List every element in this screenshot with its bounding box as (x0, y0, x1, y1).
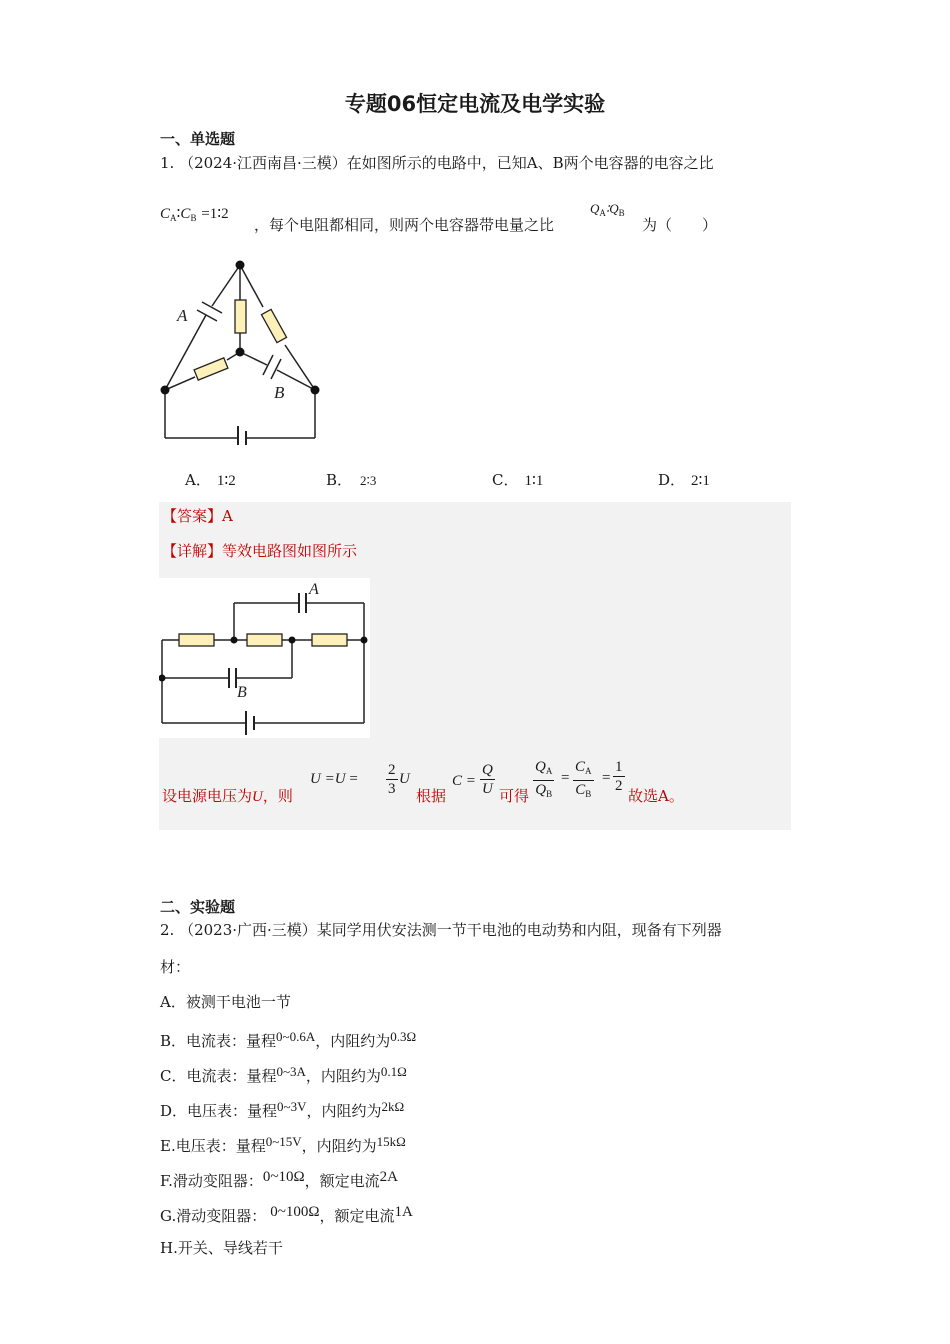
option-b[interactable]: B． 2∶3 (326, 471, 377, 489)
detail-line: 【详解】等效电路图如图所示 (162, 542, 358, 560)
equipment-item-b: B．电流表：量程0~0.6A，内阻约为0.3Ω (160, 1029, 417, 1050)
eq-sign-2: = (602, 770, 611, 786)
equipment-item-c: C．电流表：量程0~3A，内阻约为0.1Ω (160, 1064, 407, 1085)
answer-line: 【答案】A (162, 507, 233, 525)
section-single-choice: 一、单选题 (160, 130, 236, 148)
frac-q-over-u: $\frac{Q}{U}$ (482, 762, 493, 797)
text-get: 可得 (499, 787, 530, 805)
equipment-item-d: D．电压表：量程0~3V，内阻约为2kΩ (160, 1099, 405, 1120)
derivation-text-1: 设电源电压为U，则 (162, 787, 293, 805)
equipment-item-e: E.电压表：量程0~15V，内阻约为15kΩ (160, 1134, 406, 1155)
q2-stem-line1: 2. （2023·广西·三模）某同学用伏安法测一节干电池的电动势和内阻，现备有下列器 (160, 921, 722, 939)
fig2-label-b: B (237, 684, 247, 701)
eq1-tail: U (399, 771, 410, 787)
page-title: 专题06恒定电流及电学实验 (344, 92, 606, 116)
q1-stem-mid: ，每个电阻都相同，则两个电容器带电量之比 (254, 216, 555, 234)
frac-two-thirds: $\frac{2}{3}$ (388, 762, 396, 797)
option-a[interactable]: A． 1∶2 (185, 471, 236, 489)
text-by: 根据 (416, 787, 447, 805)
q1-stem-line1: 1. （2024·江西南昌·三模）在如图所示的电路中，已知A、B两个电容器的电容之比 (160, 154, 714, 172)
ratio-ca: $C_A$ (160, 206, 177, 223)
eq-sign-1: = (561, 770, 570, 786)
equivalent-circuit-diagram (159, 578, 370, 738)
ratio-value: =1∶2 (201, 206, 229, 222)
fig1-label-b: B (274, 383, 285, 402)
ratio-q: $Q_A∶Q_B$ (590, 201, 625, 218)
ratio-cb: $C_B$ (180, 206, 197, 223)
option-c[interactable]: C． 1∶1 (492, 471, 544, 489)
equipment-item-a: A．被测干电池一节 (160, 993, 291, 1011)
eq-c: C = (452, 773, 476, 789)
option-d[interactable]: D． 2∶1 (658, 471, 710, 489)
equipment-item-h: H.开关、导线若干 (160, 1239, 283, 1257)
q1-stem-line2: $C_A∶C_B$ =1∶2 (160, 206, 229, 223)
frac-one-half: $\frac{1}{2}$ (615, 759, 623, 794)
q1-stem-end: 为（ ） (642, 216, 718, 234)
frac-qa-qb: $\frac{Q_A}{Q_B}$ (535, 759, 553, 799)
frac-ca-cb: $\frac{C_A}{C_B}$ (575, 759, 592, 799)
section-experiment: 二、实验题 (160, 898, 236, 916)
text-choose: 故选A。 (628, 787, 684, 805)
fig2-label-a: A (309, 581, 319, 598)
eq-ua-ub: U =U = (310, 771, 358, 787)
equipment-item-g: G.滑动变阻器： 0~100Ω，额定电流1A (160, 1204, 413, 1225)
q2-stem-line2: 材： (160, 958, 191, 976)
fig1-label-a: A (177, 306, 188, 325)
triangle-circuit-diagram (155, 255, 330, 445)
equipment-item-f: F.滑动变阻器：0~10Ω，额定电流2A (160, 1169, 398, 1190)
